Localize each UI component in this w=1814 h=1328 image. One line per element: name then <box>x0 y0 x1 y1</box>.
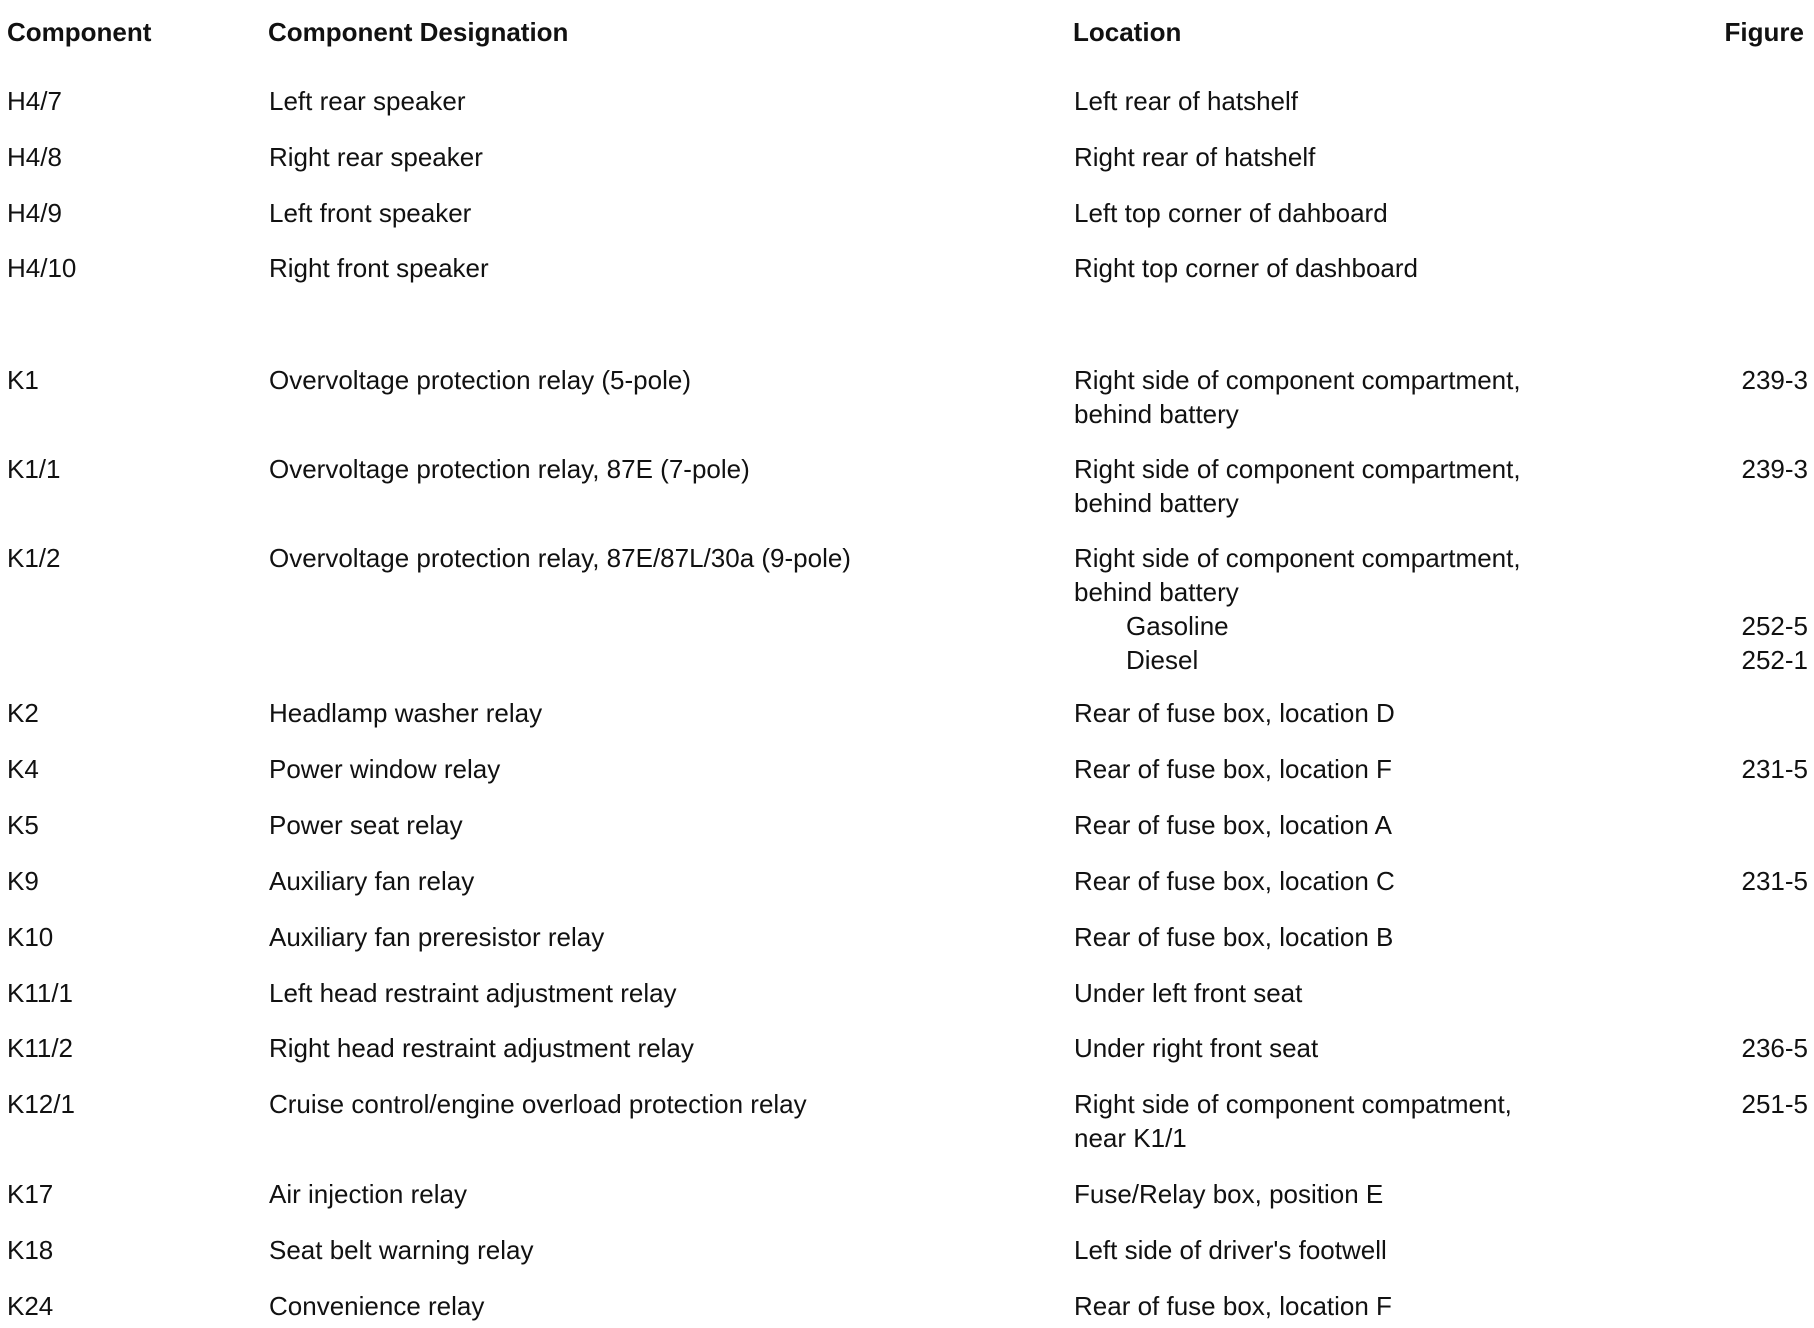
component-designation: Left front speaker <box>269 198 472 228</box>
component-designation: Right rear speaker <box>269 142 483 172</box>
component-id: K5 <box>7 810 39 840</box>
component-designation: Air injection relay <box>269 1179 467 1209</box>
location-line: Right rear of hatshelf <box>1074 142 1316 172</box>
component-location <box>1074 196 1388 230</box>
component-designation: Left rear speaker <box>269 86 466 116</box>
location-line: Right top corner of dashboard <box>1074 253 1418 283</box>
figure-ref-blank <box>1712 575 1808 609</box>
component-id: K1 <box>7 365 39 395</box>
component-id: H4/9 <box>7 198 62 228</box>
component-location <box>1074 752 1392 786</box>
component-designation: Cruise control/engine overload protection relay <box>269 1089 807 1119</box>
component-designation: Seat belt warning relay <box>269 1235 534 1265</box>
component-id: K10 <box>7 922 54 952</box>
location-line: behind battery <box>1074 577 1239 607</box>
location-line: Rear of fuse box, location F <box>1074 1291 1392 1321</box>
component-location <box>1074 1177 1383 1211</box>
component-id: K1/2 <box>7 543 61 573</box>
location-line: Rear of fuse box, location C <box>1074 866 1395 896</box>
header-location: Location <box>1073 17 1182 47</box>
figure-ref: 231-5 <box>1741 866 1808 896</box>
location-line: Right side of component compartment, <box>1074 454 1521 484</box>
component-id: K18 <box>7 1235 54 1265</box>
component-id: K1/1 <box>7 454 61 484</box>
component-id: K4 <box>7 754 39 784</box>
component-id: K9 <box>7 866 39 896</box>
component-location <box>1074 1087 1512 1155</box>
location-line: Rear of fuse box, location D <box>1074 698 1395 728</box>
location-line: Fuse/Relay box, position E <box>1074 1179 1384 1209</box>
component-id: K12/1 <box>7 1089 75 1119</box>
component-designation: Convenience relay <box>269 1291 485 1321</box>
component-location <box>1074 140 1315 174</box>
component-designation: Left head restraint adjustment relay <box>269 978 677 1008</box>
figure-ref: 239-3 <box>1741 454 1808 484</box>
component-designation: Right head restraint adjustment relay <box>269 1033 694 1063</box>
component-designation: Power seat relay <box>269 810 463 840</box>
component-location <box>1074 452 1521 520</box>
component-location <box>1074 84 1298 118</box>
component-id: K17 <box>7 1179 54 1209</box>
variant-figure: 252-1 <box>1741 645 1808 675</box>
location-line: Under left front seat <box>1074 978 1303 1008</box>
component-id: H4/7 <box>7 86 62 116</box>
figure-ref: 236-5 <box>1741 1033 1808 1063</box>
component-designation: Overvoltage protection relay, 87E (7-pole) <box>269 454 750 484</box>
component-designation: Auxiliary fan relay <box>269 866 475 896</box>
variant-label: Diesel <box>1126 645 1199 675</box>
component-location <box>1074 1289 1392 1323</box>
location-line: Right side of component compatment, <box>1074 1089 1512 1119</box>
component-designation: Headlamp washer relay <box>269 698 543 728</box>
component-designation: Auxiliary fan preresistor relay <box>269 922 605 952</box>
location-line: Left rear of hatshelf <box>1074 86 1299 116</box>
location-line: Rear of fuse box, location A <box>1074 810 1392 840</box>
location-line: behind battery <box>1074 488 1239 518</box>
figure-ref <box>1712 541 1808 677</box>
variant-label: Gasoline <box>1126 611 1229 641</box>
component-location <box>1074 541 1521 677</box>
figure-ref-blank <box>1712 541 1808 575</box>
component-location <box>1074 363 1521 431</box>
location-line: Rear of fuse box, location B <box>1074 922 1394 952</box>
location-line: Right side of component compartment, <box>1074 365 1521 395</box>
component-location <box>1074 920 1393 954</box>
component-location <box>1074 864 1395 898</box>
location-line: Left side of driver's footwell <box>1074 1235 1387 1265</box>
component-id: K11/2 <box>7 1033 74 1063</box>
component-id: K2 <box>7 698 39 728</box>
component-designation: Power window relay <box>269 754 501 784</box>
header-figure: Figure <box>1724 17 1804 47</box>
component-id: K24 <box>7 1291 54 1321</box>
location-line: near K1/1 <box>1074 1123 1187 1153</box>
location-line: Under right front seat <box>1074 1033 1319 1063</box>
component-location <box>1074 1233 1387 1267</box>
figure-ref: 251-5 <box>1741 1089 1808 1119</box>
component-location <box>1074 251 1418 285</box>
component-id: H4/10 <box>7 253 77 283</box>
location-line: behind battery <box>1074 399 1239 429</box>
header-component: Component <box>7 17 152 47</box>
figure-ref: 239-3 <box>1741 365 1808 395</box>
component-id: H4/8 <box>7 142 62 172</box>
header-designation: Component Designation <box>268 17 569 47</box>
component-id: K11/1 <box>7 978 74 1008</box>
component-designation: Right front speaker <box>269 253 489 283</box>
component-designation: Overvoltage protection relay, 87E/87L/30a (9-pole) <box>269 543 851 573</box>
component-designation: Overvoltage protection relay (5-pole) <box>269 365 691 395</box>
component-location <box>1074 696 1395 730</box>
figure-ref: 231-5 <box>1741 754 1808 784</box>
component-location <box>1074 808 1392 842</box>
variant-figure: 252-5 <box>1741 611 1808 641</box>
location-line: Rear of fuse box, location F <box>1074 754 1392 784</box>
component-location <box>1074 1031 1318 1065</box>
location-line: Right side of component compartment, <box>1074 543 1521 573</box>
location-line: Left top corner of dahboard <box>1074 198 1388 228</box>
component-location <box>1074 976 1302 1010</box>
